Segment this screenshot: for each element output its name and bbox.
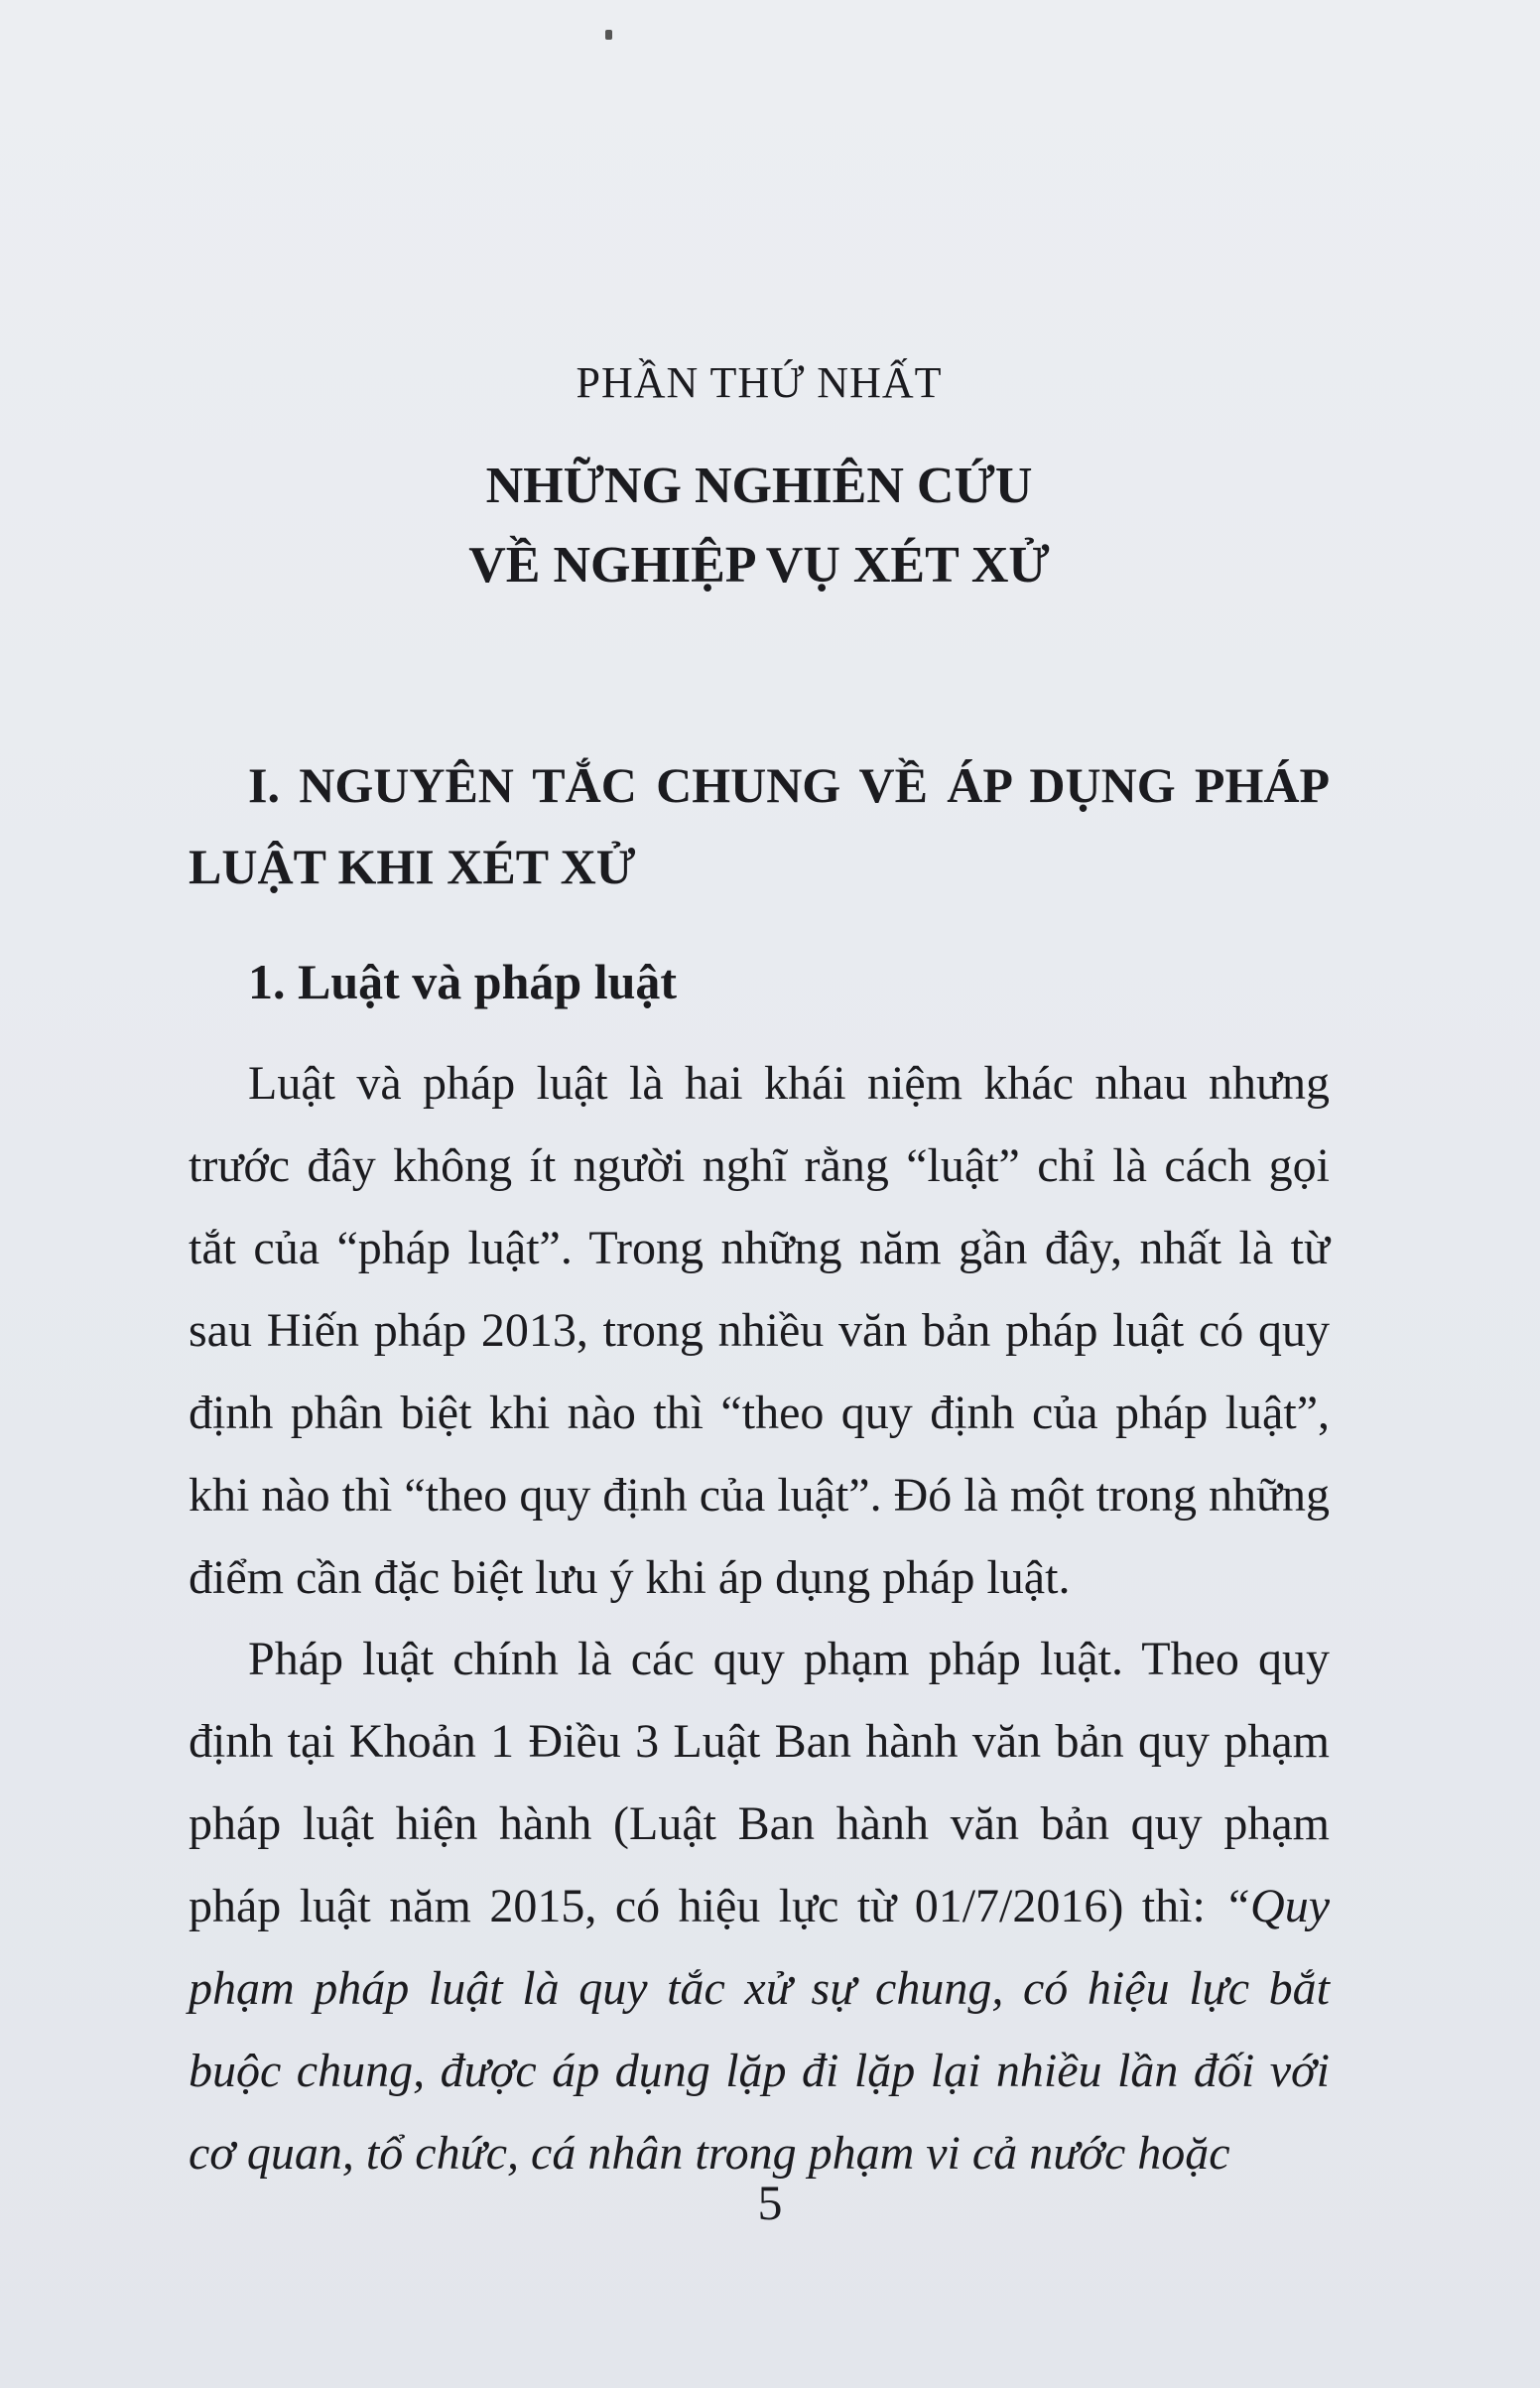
paragraph-2-quote: “Quy phạm pháp luật là quy tắc xử sự chung, có hiệu lực bắt buộc chung, được áp dụng lặp đi lặp lại nhiều lần đối với cơ quan, tổ chức, cá nhân trong phạm vi cả nước hoặc — [189, 1880, 1330, 2180]
part-label: PHẦN THỨ NHẤT — [576, 358, 943, 407]
part-title-line-1: NHỮNG NGHIÊN CỨU — [485, 458, 1033, 514]
page-number: 5 — [757, 2175, 783, 2230]
section-title: I. NGUYÊN TẮC CHUNG VỀ ÁP DỤNG PHÁP LUẬT KHI XÉT XỬ — [189, 757, 1330, 894]
paragraph-2-text: Pháp luật chính là các quy phạm pháp luật. Theo quy định tại Khoản 1 Điều 3 Luật Ban hành văn bản quy phạm pháp luật hiện hành (Luật Ban hành văn bản quy phạm pháp luật năm 2015, có hiệu lực từ 01/7/2016) thì: — [189, 1633, 1330, 1932]
part-title — [189, 447, 1330, 605]
subsection-title: 1. Luật và pháp luật — [248, 954, 678, 1009]
ink-mark — [605, 30, 612, 40]
paragraph-2 — [189, 1618, 1330, 2194]
paragraph-1: Luật và pháp luật là hai khái niệm khác nhau nhưng trước đây không ít người nghĩ rằng “luật” chỉ là cách gọi tắt của “pháp luật”. Trong những năm gần đây, nhất là từ sau Hiến pháp 2013, trong nhiều văn bản pháp luật có quy định phân biệt khi nào thì “theo quy định của pháp luật”, khi nào thì “theo quy định của luật”. Đó là một trong những điểm cần đặc biệt lưu ý khi áp dụng pháp luật. — [189, 1057, 1330, 1604]
part-title-line-2: VỀ NGHIỆP VỤ XÉT XỬ — [468, 537, 1050, 594]
